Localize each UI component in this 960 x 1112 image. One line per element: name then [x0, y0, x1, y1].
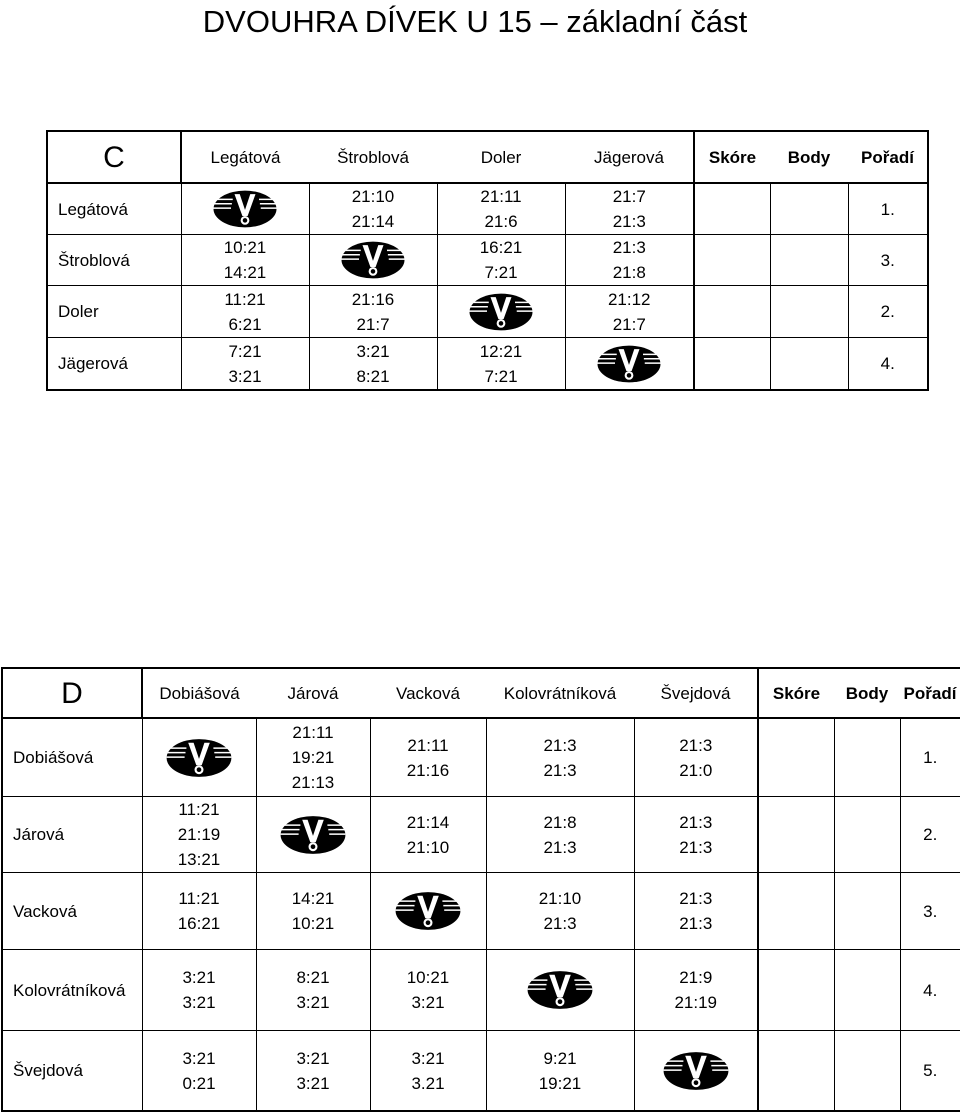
set-score: 21:14 [406, 812, 450, 832]
set-score: 10:21 [291, 914, 335, 933]
player-name: Járová [2, 797, 142, 873]
set-score: 21:3 [543, 735, 577, 755]
player-name: Dobiášová [2, 718, 142, 797]
player-name: Jägerová [47, 338, 181, 391]
set-score: 21:0 [679, 760, 713, 780]
set-score: 3:21 [296, 993, 330, 1012]
skore-header: Skóre [694, 131, 770, 183]
match-score-cell [142, 797, 256, 873]
match-score-cell [565, 183, 694, 235]
badminton-logo-icon [466, 290, 536, 334]
set-score: 14:21 [291, 889, 335, 908]
player-name: Kolovrátníková [2, 950, 142, 1031]
body-cell [770, 286, 848, 338]
set-score: 13:21 [177, 850, 221, 869]
match-score-cell [370, 1031, 486, 1112]
skore-header: Skóre [758, 668, 834, 718]
poradi-cell: 3. [900, 873, 960, 950]
set-score: 10:21 [223, 238, 267, 257]
set-score: 7:21 [228, 341, 262, 361]
set-score: 11:21 [178, 800, 220, 819]
diagonal-logo-cell [634, 1031, 758, 1112]
body-cell [770, 235, 848, 286]
match-score-cell [486, 797, 634, 873]
poradi-header: Pořadí [900, 668, 960, 718]
column-header: Štroblová [309, 131, 437, 183]
poradi-cell: 4. [848, 338, 928, 391]
page-title: DVOUHRA DÍVEK U 15 – základní část [202, 4, 748, 39]
match-score-cell [181, 286, 309, 338]
match-score-cell [256, 873, 370, 950]
set-score: 21:3 [679, 889, 713, 908]
body-cell [834, 873, 900, 950]
group-d-table [1, 667, 960, 1112]
set-score: 21:9 [679, 968, 713, 987]
poradi-cell: 4. [900, 950, 960, 1031]
set-score: 9:21 [543, 1048, 577, 1068]
set-score: 21:16 [351, 289, 395, 309]
table-row [2, 797, 960, 873]
match-score-cell [486, 873, 634, 950]
set-score: 21:10 [351, 187, 395, 206]
table-row [47, 183, 928, 235]
body-header: Body [770, 131, 848, 183]
skore-cell [694, 338, 770, 391]
table-row [47, 286, 928, 338]
set-score: 21:7 [612, 187, 646, 206]
match-score-cell [142, 950, 256, 1031]
poradi-cell: 1. [900, 718, 960, 797]
set-score: 21:3 [543, 837, 577, 857]
table-row [2, 1031, 960, 1112]
table-row [47, 235, 928, 286]
set-score: 3:21 [182, 1048, 216, 1068]
match-score-cell [256, 1031, 370, 1112]
group-letter: C [47, 131, 181, 183]
skore-cell [758, 873, 834, 950]
set-score: 21:3 [612, 238, 646, 257]
column-header: Legátová [181, 131, 309, 183]
match-score-cell [634, 718, 758, 797]
match-score-cell [370, 950, 486, 1031]
diagonal-logo-cell [486, 950, 634, 1031]
set-score: 6:21 [228, 314, 262, 334]
set-score: 21:10 [538, 889, 582, 908]
match-score-cell [370, 718, 486, 797]
player-name: Vacková [2, 873, 142, 950]
match-score-cell [142, 1031, 256, 1112]
match-score-cell [634, 950, 758, 1031]
group-c-table [46, 130, 929, 391]
player-name: Štroblová [47, 235, 181, 286]
set-score: 3:21 [411, 1048, 445, 1068]
set-score: 21:11 [480, 187, 522, 206]
match-score-cell [256, 718, 370, 797]
match-score-cell [437, 183, 565, 235]
match-score-cell [437, 338, 565, 391]
set-score: 19:21 [538, 1073, 582, 1093]
set-score: 8:21 [356, 366, 390, 386]
set-score: 21:6 [484, 212, 518, 231]
set-score: 12:21 [479, 341, 523, 361]
set-score: 21:3 [679, 837, 713, 857]
set-score: 7:21 [484, 263, 518, 282]
table-row [2, 718, 960, 797]
column-header: Dobiášová [142, 668, 256, 718]
table-row [47, 338, 928, 391]
column-header: Járová [256, 668, 370, 718]
body-cell [834, 718, 900, 797]
set-score: 3:21 [296, 1048, 330, 1068]
player-name: Švejdová [2, 1031, 142, 1112]
set-score: 21:12 [607, 289, 651, 309]
skore-cell [694, 235, 770, 286]
match-score-cell [565, 286, 694, 338]
match-score-cell [634, 797, 758, 873]
poradi-cell: 5. [900, 1031, 960, 1112]
player-name: Legátová [47, 183, 181, 235]
badminton-logo-icon [210, 187, 280, 231]
match-score-cell [309, 286, 437, 338]
set-score: 21:3 [612, 212, 646, 231]
badminton-logo-icon [524, 966, 596, 1014]
set-score: 11:21 [224, 289, 266, 309]
poradi-cell: 2. [848, 286, 928, 338]
match-score-cell [181, 235, 309, 286]
match-score-cell [437, 235, 565, 286]
set-score: 10:21 [406, 968, 450, 987]
match-score-cell [486, 718, 634, 797]
table-row [2, 873, 960, 950]
set-score: 21:3 [543, 760, 577, 780]
skore-cell [694, 286, 770, 338]
set-score: 21:14 [351, 212, 395, 231]
set-score: 21:13 [291, 773, 335, 792]
badminton-logo-icon [392, 887, 464, 935]
match-score-cell [256, 950, 370, 1031]
set-score: 21:10 [406, 837, 450, 857]
table-row [2, 950, 960, 1031]
match-score-cell [565, 235, 694, 286]
column-header: Švejdová [634, 668, 758, 718]
skore-cell [758, 718, 834, 797]
body-cell [770, 183, 848, 235]
match-score-cell [181, 338, 309, 391]
set-score: 21:3 [679, 812, 713, 832]
set-score: 7:21 [484, 366, 518, 386]
body-cell [770, 338, 848, 391]
poradi-cell: 2. [900, 797, 960, 873]
poradi-header: Pořadí [848, 131, 928, 183]
match-score-cell [142, 873, 256, 950]
diagonal-logo-cell [565, 338, 694, 391]
set-score: 8:21 [296, 968, 330, 987]
set-score: 3:21 [182, 968, 216, 987]
set-score: 21:16 [406, 760, 450, 780]
badminton-logo-icon [660, 1047, 732, 1095]
set-score: 21:8 [612, 263, 646, 282]
diagonal-logo-cell [437, 286, 565, 338]
body-cell [834, 797, 900, 873]
skore-cell [694, 183, 770, 235]
match-score-cell [634, 873, 758, 950]
match-score-cell [309, 338, 437, 391]
match-score-cell [309, 183, 437, 235]
set-score: 3:21 [228, 366, 262, 386]
badminton-logo-icon [594, 342, 664, 386]
set-score: 3:21 [411, 993, 445, 1012]
set-score: 21:3 [679, 735, 713, 755]
match-score-cell [370, 797, 486, 873]
skore-cell [758, 1031, 834, 1112]
set-score: 21:3 [543, 914, 577, 933]
set-score: 21:7 [612, 314, 646, 334]
set-score: 21:8 [543, 812, 577, 832]
skore-cell [758, 950, 834, 1031]
set-score: 3:21 [356, 341, 390, 361]
set-score: 3.21 [411, 1073, 445, 1093]
set-score: 16:21 [479, 238, 523, 257]
badminton-logo-icon [338, 238, 408, 282]
column-header: Jägerová [565, 131, 694, 183]
diagonal-logo-cell [181, 183, 309, 235]
diagonal-logo-cell [256, 797, 370, 873]
column-header: Vacková [370, 668, 486, 718]
badminton-logo-icon [163, 734, 235, 782]
set-score: 14:21 [223, 263, 267, 282]
group-letter: D [2, 668, 142, 718]
poradi-cell: 1. [848, 183, 928, 235]
diagonal-logo-cell [370, 873, 486, 950]
diagonal-logo-cell [142, 718, 256, 797]
column-header: Doler [437, 131, 565, 183]
set-score: 3:21 [182, 993, 216, 1012]
set-score: 21:11 [407, 735, 449, 755]
set-score: 16:21 [177, 914, 221, 933]
set-score: 21:11 [292, 723, 334, 742]
diagonal-logo-cell [309, 235, 437, 286]
set-score: 21:19 [177, 825, 221, 844]
set-score: 21:19 [674, 993, 718, 1012]
set-score: 11:21 [178, 889, 220, 908]
player-name: Doler [47, 286, 181, 338]
match-score-cell [486, 1031, 634, 1112]
set-score: 19:21 [291, 748, 335, 767]
poradi-cell: 3. [848, 235, 928, 286]
set-score: 21:7 [356, 314, 390, 334]
set-score: 3:21 [296, 1073, 330, 1093]
column-header: Kolovrátníková [486, 668, 634, 718]
set-score: 0:21 [182, 1073, 216, 1093]
set-score: 21:3 [679, 914, 713, 933]
skore-cell [758, 797, 834, 873]
body-cell [834, 1031, 900, 1112]
badminton-logo-icon [277, 811, 349, 859]
body-cell [834, 950, 900, 1031]
body-header: Body [834, 668, 900, 718]
